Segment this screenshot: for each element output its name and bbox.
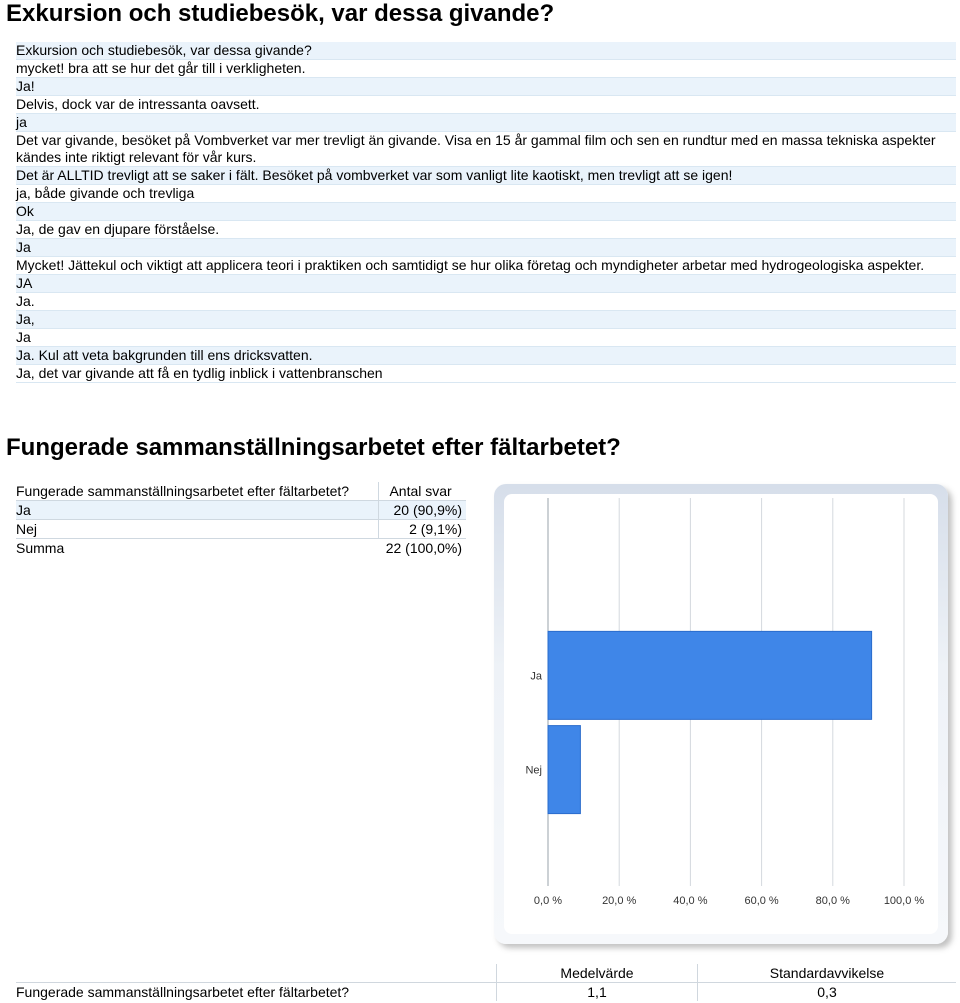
category-label: Ja [530, 670, 542, 683]
response-text: Ja [16, 329, 956, 347]
response-row [16, 96, 956, 114]
response-row [16, 78, 956, 96]
response-row [16, 293, 956, 311]
response-text: ja [16, 114, 956, 132]
mean-value: 1,1 [497, 983, 698, 1002]
x-tick-label: 20,0 % [602, 895, 637, 907]
response-text: ja, både givande och trevliga [16, 185, 956, 203]
x-tick-label: 60,0 % [744, 895, 779, 907]
section-title: Exkursion och studiebesök, var dessa givande? [6, 0, 555, 27]
response-row [16, 347, 956, 365]
response-row [16, 221, 956, 239]
response-row [16, 60, 956, 78]
row-value-ja: 20 (90,9%) [379, 501, 466, 520]
response-text: JA [16, 275, 956, 293]
response-row [16, 185, 956, 203]
row-label-ja: Ja [16, 501, 379, 520]
response-row [16, 132, 956, 167]
response-text: Ja! [16, 78, 956, 96]
response-text: Delvis, dock var de intressanta oavsett. [16, 96, 956, 114]
response-text: Det var givande, besöket på Vombverket var mer trevligt än givande. Visa en 15 år gammal film och sen en rundtur med en massa tekniska aspekter kändes inte riktigt relevant för vår kurs. [16, 132, 956, 167]
row-label-nej: Nej [16, 520, 379, 539]
response-text: Ja, det var givande att få en tydlig inblick i vattenbranschen [16, 365, 956, 383]
response-text: Exkursion och studiebesök, var dessa givande? [16, 42, 956, 60]
row-label-summa: Summa [16, 540, 65, 556]
x-tick-label: 100,0 % [883, 895, 925, 907]
question-header: Fungerade sammanställningsarbetet efter fältarbetet? [16, 482, 379, 501]
response-row [16, 239, 956, 257]
row-value-nej: 2 (9,1%) [379, 520, 466, 539]
x-tick-label: 80,0 % [815, 895, 850, 907]
response-text: Ja, [16, 311, 956, 329]
response-row [16, 203, 956, 221]
category-label: Nej [525, 764, 542, 777]
mean-header: Medelvärde [497, 964, 698, 983]
response-row [16, 42, 956, 60]
response-text: Ja. [16, 293, 956, 311]
sd-value: 0,3 [698, 983, 957, 1002]
response-text: Mycket! Jättekul och viktigt att applicera teori i praktiken och samtidigt se hur olika företag och myndigheter arbetar med hydrogeologiska aspekter. [16, 257, 956, 275]
sd-header: Standardavvikelse [698, 964, 957, 983]
answer-summary-table [16, 482, 466, 557]
responses-table [16, 42, 956, 383]
response-row [16, 167, 956, 185]
bar-ja [548, 631, 872, 719]
response-row [16, 114, 956, 132]
statistics-table [16, 964, 956, 1001]
x-tick-label: 0,0 % [533, 895, 563, 907]
response-text: mycket! bra att se hur det går till i verkligheten. [16, 60, 956, 78]
response-text: Ok [16, 203, 956, 221]
response-text: Ja [16, 239, 956, 257]
row-value-summa: 22 (100,0%) [385, 540, 462, 556]
response-row [16, 275, 956, 293]
response-text: Ja, de gav en djupare förståelse. [16, 221, 956, 239]
count-header: Antal svar [379, 482, 466, 501]
response-row [16, 329, 956, 347]
question-title: Fungerade sammanställningsarbetet efter fältarbetet? [6, 434, 621, 461]
bar-nej [548, 726, 580, 814]
response-row [16, 311, 956, 329]
bar-chart-panel [494, 484, 948, 944]
response-text: Det är ALLTID trevligt att se saker i fält. Besöket på vombverket var som vanligt lite kaotiskt, men trevligt att se igen! [16, 167, 956, 185]
response-row [16, 365, 956, 383]
response-text: Ja. Kul att veta bakgrunden till ens dricksvatten. [16, 347, 956, 365]
response-row [16, 257, 956, 275]
stats-blank [16, 964, 497, 983]
bar-chart [494, 484, 948, 944]
stats-question: Fungerade sammanställningsarbetet efter fältarbetet? [16, 983, 497, 1002]
x-tick-label: 40,0 % [673, 895, 708, 907]
